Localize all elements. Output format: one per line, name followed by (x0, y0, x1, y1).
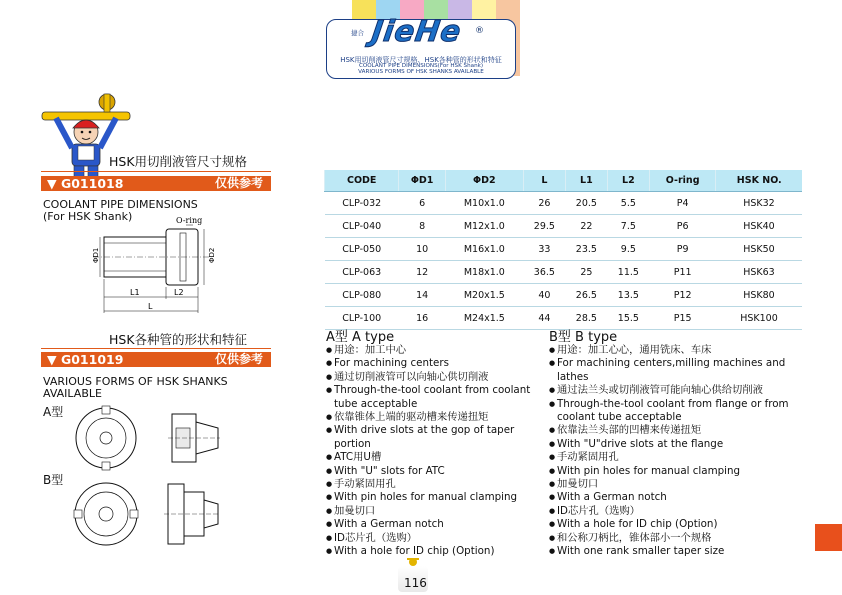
label-d2: ΦD2 (208, 247, 216, 263)
section2-code: ▼ G011019 (47, 352, 124, 367)
table-cell: M10x1.0 (445, 192, 523, 215)
list-item: ● 手动紧固用孔 (549, 451, 811, 464)
section1-title-en2: (For HSK Shank) (43, 210, 133, 223)
list-item: ● For machining centers,milling machines and lathes (549, 357, 811, 384)
list-item: ● 加曼切口 (326, 505, 540, 518)
list-item: ● 依靠法兰头部的凹槽来传递扭矩 (549, 424, 811, 437)
list-item: ● With a hole for ID chip (Option) (326, 545, 540, 558)
label-d1: ΦD1 (92, 247, 100, 263)
list-item: ● With one rank smaller taper size (549, 545, 811, 558)
type-b-shank-drawing (72, 478, 222, 550)
table-cell: HSK32 (716, 192, 802, 215)
list-item: ● With a German notch (326, 518, 540, 531)
list-item: ● With pin holes for manual clamping (326, 491, 540, 504)
col-header: ΦD1 (399, 170, 445, 192)
list-item: ● For machining centers (326, 357, 540, 370)
logo-subtitle-cn: HSK用切削液管尺寸规格、HSK各种管的形状和特征 (340, 56, 502, 64)
list-item: ● 和公称刀柄比，锥体部小一个规格 (549, 532, 811, 545)
list-item: ● 依靠锥体上端的驱动槽来传递扭矩 (326, 411, 540, 424)
section1-title-cn: HSK用切削液管尺寸规格 (109, 154, 248, 169)
table-cell: CLP-032 (325, 192, 399, 215)
table-cell: M18x1.0 (445, 261, 523, 284)
col-header: CODE (325, 170, 399, 192)
type-a-title: A型 A type (326, 330, 395, 345)
table-cell: M12x1.0 (445, 215, 523, 238)
type-b-label: B型 (43, 473, 64, 487)
section1-title-en1: COOLANT PIPE DIMENSIONS (43, 198, 198, 211)
list-item: ● ATC用U槽 (326, 451, 540, 464)
coolant-pipe-drawing (88, 213, 238, 318)
registered-mark: ® (475, 26, 484, 36)
table-cell: 44 (523, 307, 565, 330)
table-cell: 14 (399, 284, 445, 307)
table-cell: P4 (649, 192, 716, 215)
table-row (325, 238, 803, 261)
section1-note: 仅供参考 (214, 176, 263, 190)
table-cell: P11 (649, 261, 716, 284)
list-item: ● 用途：加工心心，通用铣床、车床 (549, 344, 811, 357)
table-cell: 6 (399, 192, 445, 215)
table-cell: 22 (565, 215, 607, 238)
table-cell: P12 (649, 284, 716, 307)
col-header: ΦD2 (445, 170, 523, 192)
table-cell: M16x1.0 (445, 238, 523, 261)
list-item: ● 通过法兰头或切削液管可能向轴心供给切削液 (549, 384, 811, 397)
section1-rule (41, 171, 271, 172)
table-cell: CLP-080 (325, 284, 399, 307)
table-cell: 23.5 (565, 238, 607, 261)
table-cell: CLP-050 (325, 238, 399, 261)
logo-subtitle-en1: COOLANT PIPE DIMENSIONS(For HSK Shank) (358, 63, 484, 69)
table-cell: CLP-063 (325, 261, 399, 284)
brand-logo (326, 14, 516, 79)
table-cell: P6 (649, 215, 716, 238)
section2-rule (41, 348, 271, 349)
list-item: ● With drive slots at the gop of taper portion (326, 424, 540, 451)
section1-code-bar (41, 176, 271, 191)
table-cell: 11.5 (607, 261, 649, 284)
table-cell: HSK63 (716, 261, 802, 284)
table-cell: 40 (523, 284, 565, 307)
table-cell: 20.5 (565, 192, 607, 215)
list-item: ● With a hole for ID chip (Option) (549, 518, 811, 531)
col-header: L1 (565, 170, 607, 192)
table-cell: 29.5 (523, 215, 565, 238)
table-cell: HSK100 (716, 307, 802, 330)
list-item: ● 用途：加工中心 (326, 344, 540, 357)
brand-cn-mark: 捷合 (351, 29, 364, 37)
table-cell: P15 (649, 307, 716, 330)
type-b-title: B型 B type (549, 330, 618, 345)
table-cell: 12 (399, 261, 445, 284)
page-number: 116 (404, 576, 427, 590)
table-cell: HSK50 (716, 238, 802, 261)
table-cell: HSK40 (716, 215, 802, 238)
type-a-feature-list (326, 344, 540, 559)
section2-title-cn: HSK各种管的形状和特征 (109, 332, 248, 347)
table-cell: 7.5 (607, 215, 649, 238)
section2-note: 仅供参考 (214, 352, 263, 366)
list-item: ● With "U"drive slots at the flange (549, 438, 811, 451)
brand-wordmark: JieHe (369, 14, 464, 48)
table-cell: 15.5 (607, 307, 649, 330)
side-tab-marker (815, 524, 842, 551)
type-a-label: A型 (43, 405, 64, 419)
logo-subtitle-en2: VARIOUS FORMS OF HSK SHANKS AVAILABLE (358, 69, 484, 75)
type-b-feature-list (549, 344, 811, 559)
col-header: L2 (607, 170, 649, 192)
table-cell: 26 (523, 192, 565, 215)
table-cell: 33 (523, 238, 565, 261)
list-item: ● 通过切削液管可以向轴心供切削液 (326, 371, 540, 384)
list-item: ● Through-the-tool coolant from flange or from coolant tube acceptable (549, 398, 811, 425)
table-row (325, 261, 803, 284)
col-header: L (523, 170, 565, 192)
section2-code-bar (41, 352, 271, 367)
list-item: ● With pin holes for manual clamping (549, 465, 811, 478)
list-item: ● With "U" slots for ATC (326, 465, 540, 478)
table-cell: M20x1.5 (445, 284, 523, 307)
col-header: HSK NO. (716, 170, 802, 192)
table-row (325, 284, 803, 307)
table-cell: 16 (399, 307, 445, 330)
list-item: ● Through-the-tool coolant from coolant tube acceptable (326, 384, 540, 411)
table-row (325, 215, 803, 238)
table-cell: 13.5 (607, 284, 649, 307)
list-item: ● ID芯片孔（选购） (549, 505, 811, 518)
table-cell: 36.5 (523, 261, 565, 284)
page-mascot-icon (405, 556, 421, 568)
table-cell: P9 (649, 238, 716, 261)
table-cell: 25 (565, 261, 607, 284)
table-row (325, 192, 803, 215)
section1-code: ▼ G011018 (47, 176, 124, 191)
table-cell: 28.5 (565, 307, 607, 330)
list-item: ● ID芯片孔（选购） (326, 532, 540, 545)
table-cell: 5.5 (607, 192, 649, 215)
col-header: O-ring (649, 170, 716, 192)
table-cell: HSK80 (716, 284, 802, 307)
label-l1: L1 (130, 288, 140, 297)
label-oring: O-ring (176, 216, 203, 225)
coolant-pipe-spec-table (324, 170, 802, 330)
section2-title-en2: AVAILABLE (43, 387, 102, 400)
table-cell: 9.5 (607, 238, 649, 261)
table-cell: CLP-100 (325, 307, 399, 330)
label-l2: L2 (174, 288, 184, 297)
list-item: ● With a German notch (549, 491, 811, 504)
table-cell: CLP-040 (325, 215, 399, 238)
table-cell: 10 (399, 238, 445, 261)
table-cell: 8 (399, 215, 445, 238)
table-header-row (325, 170, 803, 192)
list-item: ● 加曼切口 (549, 478, 811, 491)
label-l: L (148, 302, 153, 311)
table-cell: M24x1.5 (445, 307, 523, 330)
table-cell: 26.5 (565, 284, 607, 307)
list-item: ● 手动紧固用孔 (326, 478, 540, 491)
section2-title-en1: VARIOUS FORMS OF HSK SHANKS (43, 375, 228, 388)
type-a-shank-drawing (72, 404, 222, 474)
